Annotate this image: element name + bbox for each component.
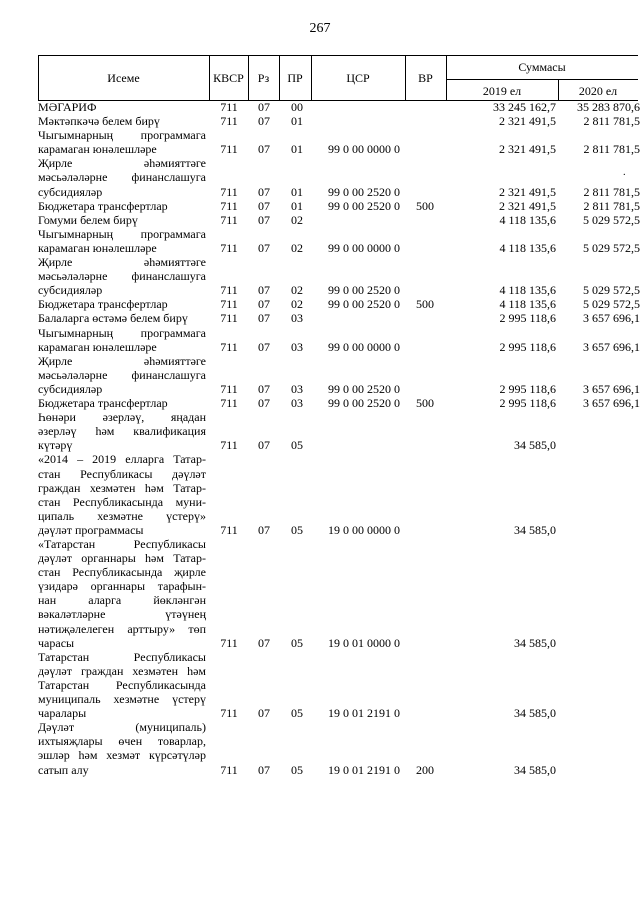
row-name-line: нан аларга йөкләнгән: [38, 593, 206, 608]
cell-csr: 99 0 00 2520 0: [328, 396, 400, 411]
cell-pr: 03: [291, 311, 303, 326]
row-name-line: нәтиҗәлелеген арттыру» төп: [38, 621, 206, 636]
row-name-line: Татарстан Республикасы: [38, 649, 206, 664]
row-name: [38, 199, 206, 213]
row-name-line: үзидарә органнары тарафын-: [38, 579, 206, 594]
cell-y2020: 2 811 781,5: [583, 184, 640, 199]
table-row: [38, 114, 638, 128]
cell-y2019: 2 321 491,5: [499, 198, 556, 213]
cell-y2019: 34 585,0: [514, 706, 556, 721]
cell-y2020: 35 283 870,6: [577, 100, 640, 114]
header-name: Исеме: [107, 71, 140, 85]
cell-y2020: 5 029 572,5: [583, 240, 640, 255]
header-divider: [446, 79, 638, 80]
table-row: [38, 255, 638, 297]
cell-kvsr: 711: [220, 240, 238, 255]
header-rz: Рз: [257, 71, 270, 85]
cell-pr: 02: [291, 297, 303, 312]
cell-pr: 00: [291, 100, 303, 114]
cell-rz: 07: [258, 198, 270, 213]
table-row: [38, 326, 638, 354]
table-row: [38, 199, 638, 213]
cell-csr: 99 0 00 0000 0: [328, 142, 400, 157]
row-name-line: сатып алу: [38, 762, 89, 777]
row-name: [38, 255, 206, 297]
table-row: [38, 410, 638, 452]
cell-csr: 99 0 00 0000 0: [328, 339, 400, 354]
cell-y2019: 2 321 491,5: [499, 142, 556, 157]
cell-rz: 07: [258, 100, 270, 114]
cell-csr: 99 0 00 2520 0: [328, 198, 400, 213]
cell-y2019: 2 995 118,6: [499, 311, 556, 326]
row-name: [38, 213, 206, 227]
cell-rz: 07: [258, 522, 270, 537]
cell-y2019: 4 118 135,6: [499, 240, 556, 255]
cell-kvsr: 711: [220, 706, 238, 721]
row-name-line: «Татарстан Республикасы: [38, 537, 206, 551]
cell-y2019: 34 585,0: [514, 522, 556, 537]
row-name-line: стан Республикасы дәүләт: [38, 466, 206, 481]
row-name-line: Бюджетара трансфертлар: [38, 297, 168, 312]
row-name: [38, 326, 206, 354]
cell-pr: 03: [291, 396, 303, 411]
header-csr: ЦСР: [346, 71, 370, 85]
table-row: [38, 354, 638, 396]
row-name-line: «2014 – 2019 елларга Татар-: [38, 452, 206, 467]
cell-pr: 05: [291, 522, 303, 537]
cell-kvsr: 711: [220, 212, 238, 227]
row-name-line: стан Республикасында муни-: [38, 494, 206, 509]
table-row: [38, 213, 638, 227]
row-name-line: субсидияләр: [38, 184, 103, 199]
cell-vr: 200: [416, 762, 434, 777]
row-name-line: Җирле әһәмияттәге: [38, 255, 206, 270]
row-name-line: Җирле әһәмияттәге: [38, 156, 206, 171]
row-name-line: Чыгымнарның программага: [38, 128, 206, 143]
row-name-line: ихтыяҗлары өчен товарлар,: [38, 734, 206, 749]
cell-y2019: 34 585,0: [514, 438, 556, 453]
cell-rz: 07: [258, 114, 270, 129]
cell-kvsr: 711: [220, 339, 238, 354]
cell-y2019: 2 321 491,5: [499, 184, 556, 199]
cell-pr: 02: [291, 283, 303, 298]
cell-pr: 01: [291, 198, 303, 213]
row-name-line: күтәрү: [38, 438, 73, 453]
table-row: [38, 650, 638, 721]
row-name-line: ципаль хезмәтне үстерү»: [38, 508, 206, 523]
cell-rz: 07: [258, 339, 270, 354]
cell-pr: 05: [291, 706, 303, 721]
row-name: [38, 396, 206, 410]
table-row: [38, 156, 638, 198]
table-row: [38, 452, 638, 537]
cell-kvsr: 711: [220, 438, 238, 453]
cell-y2019: 4 118 135,6: [499, 283, 556, 298]
row-name-line: мәсьәләләрне финанслашуга: [38, 367, 206, 382]
row-name-line: МӘГАРИФ: [38, 100, 97, 114]
cell-pr: 03: [291, 381, 303, 396]
table-row: [38, 100, 638, 114]
table-row: [38, 537, 638, 650]
row-name-line: Җирле әһәмияттәге: [38, 353, 206, 368]
row-name: [38, 354, 206, 396]
cell-y2020: 3 657 696,1: [583, 381, 640, 396]
cell-y2019: 4 118 135,6: [499, 212, 556, 227]
row-name-line: Мәктәпкәчә белем бирү: [38, 114, 160, 129]
cell-rz: 07: [258, 184, 270, 199]
cell-csr: 99 0 00 2520 0: [328, 283, 400, 298]
cell-vr: 500: [416, 297, 434, 312]
cell-kvsr: 711: [220, 762, 238, 777]
cell-rz: 07: [258, 297, 270, 312]
row-name-line: Бюджетара трансфертлар: [38, 198, 168, 213]
row-name-line: субсидияләр: [38, 381, 103, 396]
cell-pr: 05: [291, 635, 303, 650]
cell-kvsr: 711: [220, 100, 238, 114]
cell-y2019: 33 245 162,7: [493, 100, 556, 114]
row-name-line: граждан хезмәтен һәм Татар-: [38, 480, 206, 495]
cell-pr: 05: [291, 438, 303, 453]
table-row: [38, 227, 638, 255]
cell-y2020: 5 029 572,5: [583, 297, 640, 312]
cell-kvsr: 711: [220, 184, 238, 199]
row-name-line: Дәүләт (муниципаль): [38, 720, 206, 735]
cell-kvsr: 711: [220, 198, 238, 213]
cell-y2020: 2 811 781,5: [583, 114, 640, 129]
row-name-line: мәсьәләләрне финанслашуга: [38, 170, 206, 185]
cell-y2019: 34 585,0: [514, 635, 556, 650]
table-row: [38, 720, 638, 776]
header-sums: Суммасы: [518, 60, 566, 74]
cell-vr: 500: [416, 198, 434, 213]
cell-csr: 99 0 00 2520 0: [328, 184, 400, 199]
row-name-line: вәкаләтләрне үтәүнең: [38, 607, 206, 622]
row-name-line: карамаган юнәлешләре: [38, 240, 157, 255]
cell-y2019: 2 995 118,6: [499, 339, 556, 354]
cell-y2020: 2 811 781,5: [583, 142, 640, 157]
row-name-line: мәсьәләләрне финанслашуга: [38, 269, 206, 284]
cell-y2020: 5 029 572,5: [583, 212, 640, 227]
row-name: [38, 100, 206, 114]
cell-kvsr: 711: [220, 396, 238, 411]
table-body: [38, 100, 638, 777]
cell-rz: 07: [258, 438, 270, 453]
cell-y2019: 2 321 491,5: [499, 114, 556, 129]
row-name: [38, 311, 206, 325]
cell-csr: 99 0 00 2520 0: [328, 297, 400, 312]
page-number: 267: [309, 21, 331, 36]
row-name-line: муниципаль хезмәтне үстерү: [38, 692, 206, 707]
row-name-line: карамаган юнәлешләре: [38, 339, 157, 354]
cell-y2019: 2 995 118,6: [499, 396, 556, 411]
table-row: [38, 396, 638, 410]
row-name-line: Балаларга өстәмә белем бирү: [38, 311, 188, 326]
cell-vr: 500: [416, 396, 434, 411]
header-vr: ВР: [418, 71, 433, 85]
row-name: [38, 156, 206, 198]
cell-y2020: 3 657 696,1: [583, 311, 640, 326]
table-row: [38, 311, 638, 325]
row-name-line: Гомуми белем бирү: [38, 212, 138, 227]
cell-y2019: 2 995 118,6: [499, 381, 556, 396]
cell-csr: 19 0 00 0000 0: [328, 522, 400, 537]
row-name-line: дәүләт граждан хезмәтен һәм: [38, 663, 206, 678]
cell-kvsr: 711: [220, 635, 238, 650]
cell-rz: 07: [258, 142, 270, 157]
row-name: [38, 128, 206, 156]
row-name-line: Чыгымнарның программага: [38, 325, 206, 340]
row-name-line: эшләр һәм хезмәт күрсәтүләр: [38, 748, 206, 763]
cell-kvsr: 711: [220, 381, 238, 396]
cell-rz: 07: [258, 762, 270, 777]
row-name-line: субсидияләр: [38, 283, 103, 298]
cell-rz: 07: [258, 706, 270, 721]
row-name: [38, 537, 206, 650]
cell-csr: 99 0 00 0000 0: [328, 240, 400, 255]
cell-rz: 07: [258, 635, 270, 650]
cell-csr: 99 0 00 2520 0: [328, 381, 400, 396]
cell-pr: 01: [291, 184, 303, 199]
stray-dot: ·: [622, 170, 626, 181]
row-name: [38, 297, 206, 311]
cell-rz: 07: [258, 381, 270, 396]
row-name-line: Һөнәри әзерләү, яңадан: [38, 410, 206, 425]
cell-pr: 01: [291, 114, 303, 129]
cell-rz: 07: [258, 311, 270, 326]
cell-kvsr: 711: [220, 142, 238, 157]
cell-y2019: 4 118 135,6: [499, 297, 556, 312]
cell-kvsr: 711: [220, 311, 238, 326]
cell-pr: 01: [291, 142, 303, 157]
cell-csr: 19 0 01 0000 0: [328, 635, 400, 650]
cell-pr: 02: [291, 240, 303, 255]
row-name-line: стан Республикасында җирле: [38, 565, 206, 580]
row-name-line: Татарстан Республикасында: [38, 677, 206, 692]
header-kvsr: КВСР: [213, 71, 244, 85]
row-name: [38, 650, 206, 720]
cell-kvsr: 711: [220, 114, 238, 129]
cell-rz: 07: [258, 396, 270, 411]
row-name-line: дәүләт программасы: [38, 522, 144, 537]
row-name-line: Чыгымнарның программага: [38, 226, 206, 241]
row-name-line: чарасы: [38, 635, 75, 650]
table-row: [38, 128, 638, 156]
cell-y2020: 2 811 781,5: [583, 198, 640, 213]
header-pr: ПР: [287, 71, 303, 85]
row-name: [38, 720, 206, 776]
row-name-line: Бюджетара трансфертлар: [38, 396, 168, 411]
cell-kvsr: 711: [220, 297, 238, 312]
cell-pr: 03: [291, 339, 303, 354]
row-name: [38, 410, 206, 452]
cell-y2019: 34 585,0: [514, 762, 556, 777]
table-header: [38, 55, 638, 101]
row-name-line: карамаган юнәлешләре: [38, 142, 157, 157]
row-name: [38, 227, 206, 255]
header-year-2019: 2019 ел: [482, 84, 522, 98]
cell-pr: 02: [291, 212, 303, 227]
cell-y2020: 5 029 572,5: [583, 283, 640, 298]
cell-csr: 19 0 01 2191 0: [328, 706, 400, 721]
cell-pr: 05: [291, 762, 303, 777]
cell-csr: 19 0 01 2191 0: [328, 762, 400, 777]
row-name: [38, 452, 206, 537]
row-name-line: әзерләү һәм квалификация: [38, 424, 206, 439]
row-name-line: дәүләт органнары һәм Татар-: [38, 551, 206, 566]
cell-rz: 07: [258, 283, 270, 298]
cell-y2020: 3 657 696,1: [583, 396, 640, 411]
cell-rz: 07: [258, 240, 270, 255]
row-name-line: чаралары: [38, 706, 87, 721]
cell-kvsr: 711: [220, 283, 238, 298]
table-row: [38, 297, 638, 311]
cell-kvsr: 711: [220, 522, 238, 537]
row-name: [38, 114, 206, 128]
header-year-2020: 2020 ел: [578, 84, 618, 98]
cell-rz: 07: [258, 212, 270, 227]
cell-y2020: 3 657 696,1: [583, 339, 640, 354]
